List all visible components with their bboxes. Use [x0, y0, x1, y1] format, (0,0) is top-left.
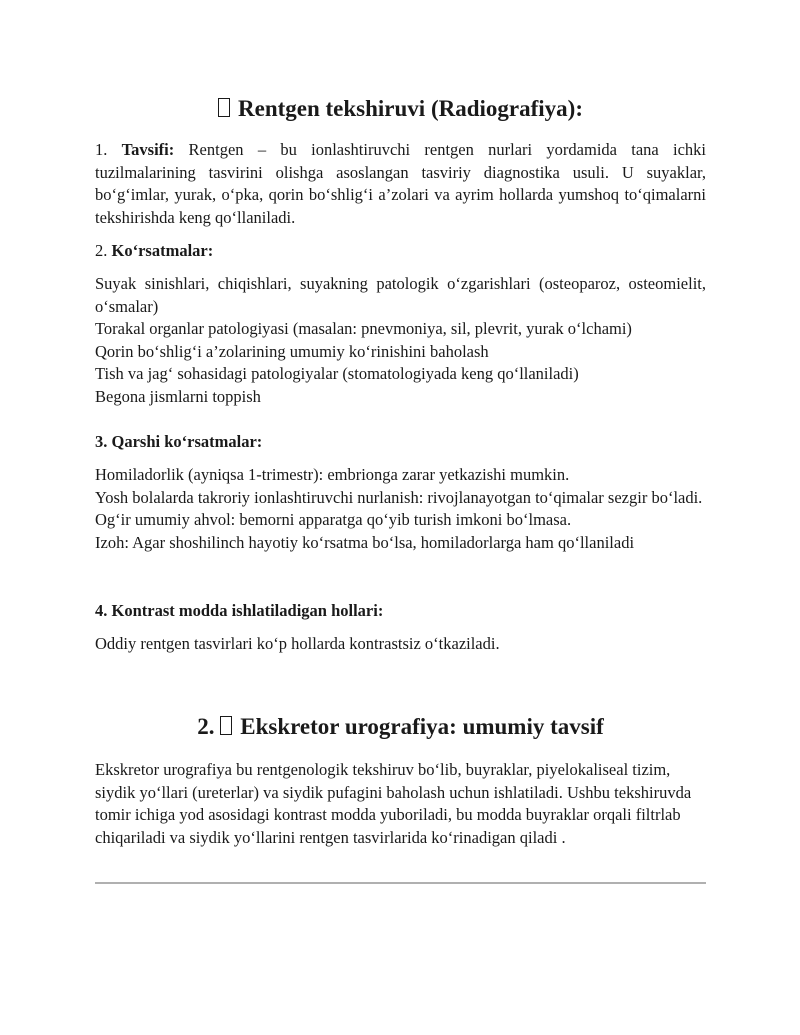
description-label: Tavsifi: — [121, 140, 175, 159]
section2-paragraph: Ekskretor urografiya bu rentgenologik tekshiruv bo‘lib, buyraklar, piyelokaliseal tizim, siydik yo‘llari (ureterlar) va siydik pufagini baholash uchun ishlatiladi. Ushbu tekshiruvda tomir ichiga yod asosidagi kontrast modda yuboriladi, bu modda buyraklar orqali filtrlab chiqariladi va siydik yo‘llarini rentgen tasvirlarida ko‘rinadigan qiladi . — [95, 760, 692, 847]
contraindications-list — [95, 464, 706, 554]
section2-number: 2. — [197, 714, 215, 739]
description-text: Rentgen – bu ionlashtiruvchi rentgen nurlari yordamida tana ichki tuzilmalarining tasvirini olishga asoslangan tasviriy diagnostika usuli. U suyaklar, bo‘g‘imlar, yurak, o‘pka, qorin bo‘shlig‘i a’zolari va ayrim hollarda yumshoq to‘qimalarni tekshirishda keng qo‘llaniladi. — [95, 140, 707, 227]
indications-heading — [95, 240, 706, 263]
indications-label: Ko‘rsatmalar: — [111, 241, 214, 260]
horizontal-divider — [95, 882, 706, 884]
missing-glyph-icon — [220, 716, 232, 735]
contrast-text: Oddiy rentgen tasvirlari ko‘p hollarda kontrastsiz o‘tkaziladi. — [95, 634, 500, 653]
missing-glyph-icon — [218, 98, 230, 117]
description-paragraph — [95, 139, 706, 229]
section1-heading — [95, 95, 706, 123]
section2-heading — [95, 713, 706, 741]
list-item: Og‘ir umumiy ahvol: bemorni apparatga qo‘yib turish imkoni bo‘lmasa. — [95, 510, 572, 529]
list-item: Homiladorlik (ayniqsa 1-trimestr): embrionga zarar yetkazishi mumkin. — [95, 465, 570, 484]
indications-number: 2. — [95, 241, 108, 260]
contraindications-heading: 3. Qarshi ko‘rsatmalar: — [95, 432, 263, 451]
indications-list — [95, 273, 706, 408]
section1-title: Rentgen tekshiruvi (Radiografiya): — [238, 96, 583, 121]
list-item: Suyak sinishlari, chiqishlari, suyakning patologik o‘zgarishlari (osteoparoz, osteomielit, o‘smalar) — [95, 274, 706, 316]
list-item: Qorin bo‘shlig‘i a’zolarining umumiy ko‘rinishini baholash — [95, 341, 489, 361]
contrast-heading: 4. Kontrast modda ishlatiladigan hollari: — [95, 601, 384, 620]
section2-title: Ekskretor urografiya: umumiy tavsif — [240, 714, 604, 739]
list-item: Izoh: Agar shoshilinch hayotiy ko‘rsatma bo‘lsa, homiladorlarga ham qo‘llaniladi — [95, 532, 635, 552]
description-number: 1. — [95, 140, 108, 159]
list-item: Yosh bolalarda takroriy ionlashtiruvchi nurlanish: rivojlanayotgan to‘qimalar sezgir bo‘ladi. — [95, 487, 703, 507]
list-item: Torakal organlar patologiyasi (masalan: pnevmoniya, sil, plevrit, yurak o‘lchami) — [95, 319, 632, 338]
list-item: Tish va jag‘ sohasidagi patologiyalar (stomatologiyada keng qo‘llaniladi) — [95, 364, 579, 383]
list-item: Begona jismlarni toppish — [95, 386, 261, 406]
